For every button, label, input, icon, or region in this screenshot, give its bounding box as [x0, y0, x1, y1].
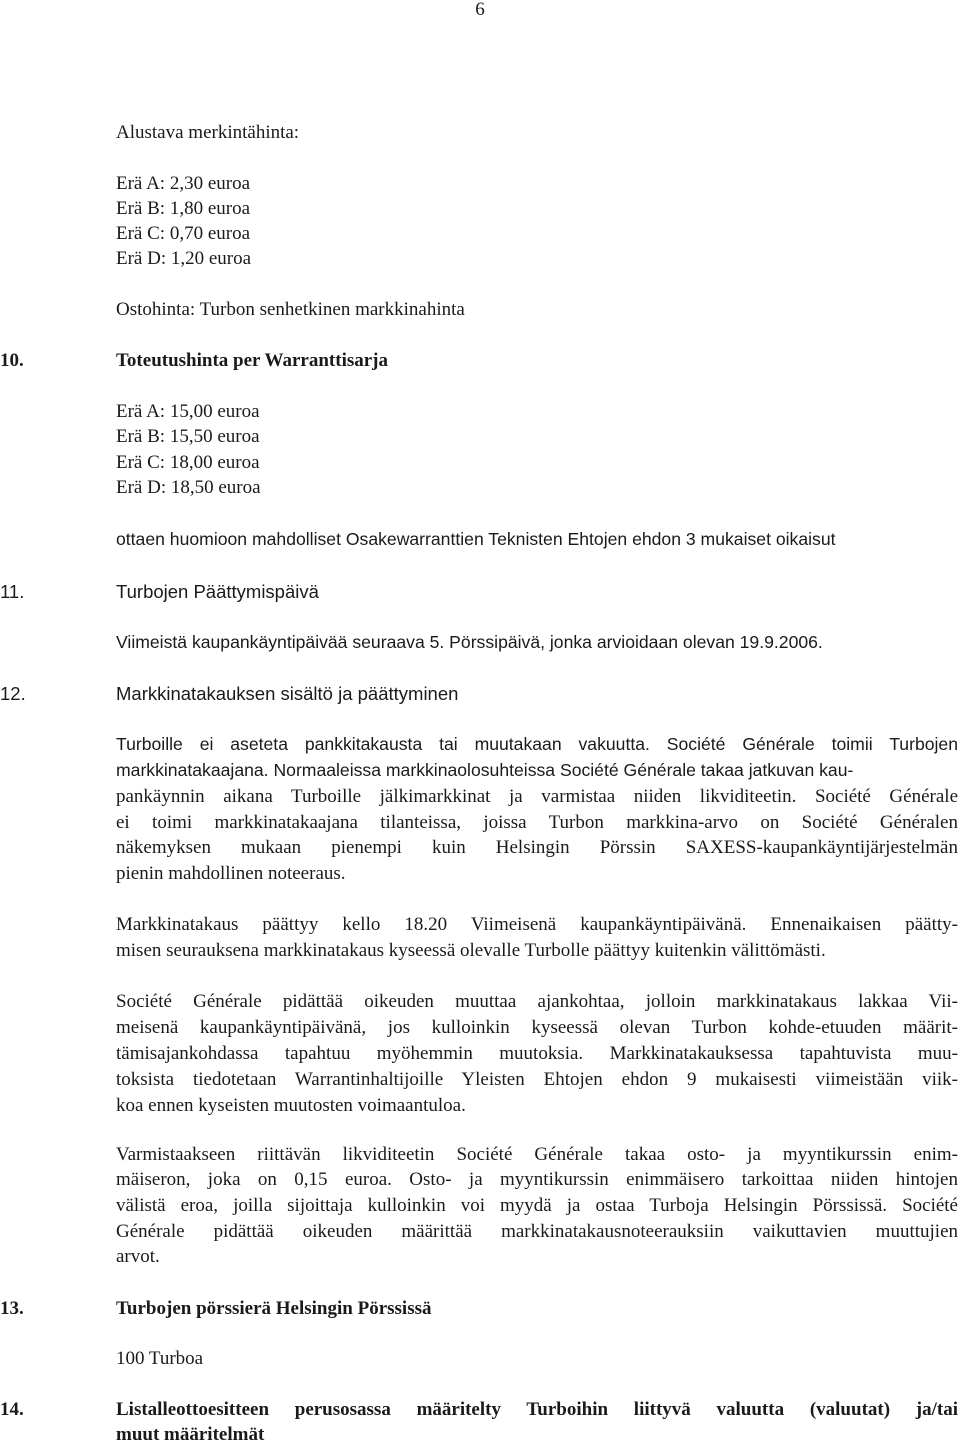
subscription-price-b: Erä B: 1,80 euroa — [116, 198, 251, 219]
paragraph-line: misen seurauksena markkinatakaus kyseessä olevalle Turbolle päättyy kuitenkin välittömästi. — [116, 940, 826, 961]
subscription-price-c: Erä C: 0,70 euroa — [116, 223, 251, 244]
section-12-number: 12. — [0, 683, 26, 704]
paragraph-line: Société Générale pidättää oikeuden muuttaa ajankohtaa, jolloin markkinatakaus lakkaa Vii- — [116, 991, 958, 1012]
subscription-price-d: Erä D: 1,20 euroa — [116, 248, 252, 269]
section-10-number: 10. — [0, 350, 24, 371]
section-12-title: Markkinatakauksen sisältö ja päättyminen — [116, 683, 459, 704]
section-11-number: 11. — [0, 581, 25, 602]
expiry-date-text: Viimeistä kaupankäyntipäivää seuraava 5. Pörssipäivä, jonka arvioidaan olevan 19.9.2006. — [116, 632, 823, 652]
paragraph-line: pienin mahdollinen noteeraus. — [116, 863, 346, 884]
paragraph-line: Générale pidättää oikeuden määrittää markkinatakausnoteerauksiin vaikuttavien muuttujien — [116, 1221, 958, 1242]
preliminary-subscription-heading: Alustava merkintähinta: — [116, 122, 300, 143]
paragraph-line: toksista tiedotetaan Warrantinhaltijoille Yleisten Ehtojen ehdon 9 mukaisesti viimeistään viik- — [116, 1069, 958, 1090]
lot-size: 100 Turboa — [116, 1348, 204, 1369]
paragraph-line: Markkinatakaus päättyy kello 18.20 Viimeisenä kaupankäyntipäivänä. Ennenaikaisen päätty- — [116, 914, 958, 935]
exercise-price-a: Erä A: 15,00 euroa — [116, 401, 260, 422]
exercise-price-c: Erä C: 18,00 euroa — [116, 452, 260, 473]
paragraph-line: tämisajankohdassa tapahtuu myöhemmin muutoksia. Markkinatakauksessa tapahtuvista muu- — [116, 1043, 958, 1064]
paragraph-line: ei toimi markkinatakaajana tilanteissa, joissa Turbon markkina-arvo on Société Généralen — [116, 812, 958, 833]
exercise-price-b: Erä B: 15,50 euroa — [116, 426, 260, 447]
purchase-price: Ostohinta: Turbon senhetkinen markkinahinta — [116, 299, 465, 320]
paragraph-line: pankäynnin aikana Turboille jälkimarkkinat ja varmistaa niiden likviditeetin. Société Générale — [116, 786, 958, 807]
section-13-title: Turbojen pörssierä Helsingin Pörssissä — [116, 1298, 432, 1319]
paragraph-line: arvot. — [116, 1246, 160, 1267]
section-11-title: Turbojen Päättymispäivä — [116, 581, 319, 602]
subscription-price-a: Erä A: 2,30 euroa — [116, 173, 251, 194]
paragraph-line: mäiseron, joka on 0,15 euroa. Osto- ja myyntikurssin enimmäisero tarkoittaa niiden hintojen — [116, 1169, 958, 1190]
section-14-title-line-1: Listalleottoesitteen perusosassa määritelty Turboihin liittyvä valuutta (valuutat) ja/tai — [116, 1399, 958, 1420]
section-14-number: 14. — [0, 1399, 24, 1420]
section-10-title: Toteutushinta per Warranttisarja — [116, 350, 389, 371]
paragraph-line: Varmistaakseen riittävän likviditeetin Société Générale takaa osto- ja myyntikurssin enim- — [116, 1144, 958, 1165]
page-number: 6 — [475, 0, 485, 20]
paragraph-line: meisenä kaupankäyntipäivänä, jos kulloinkin kyseessä olevan Turbon kohde-etuuden määrit- — [116, 1017, 958, 1038]
section-13-number: 13. — [0, 1298, 24, 1319]
section-14-title-line-2: muut määritelmät — [116, 1424, 265, 1445]
paragraph-line: Turboille ei aseteta pankkitakausta tai muutakaan vakuutta. Société Générale toimii Turbojen — [116, 734, 958, 754]
adjustment-note: ottaen huomioon mahdolliset Osakewarranttien Teknisten Ehtojen ehdon 3 mukaiset oikaisut — [116, 529, 836, 549]
paragraph-line: koa ennen kyseisten muutosten voimaantuloa. — [116, 1095, 466, 1116]
paragraph-line: markkinatakaajana. Normaaleissa markkinaolosuhteissa Société Générale takaa jatkuvan kau- — [116, 760, 854, 780]
paragraph-line: välistä eroa, joilla sijoittaja kulloinkin voi myydä ja ostaa Turboja Helsingin Pörssissä. Société — [116, 1195, 958, 1216]
paragraph-line: näkemyksen mukaan pienempi kuin Helsingin Pörssin SAXESS-kaupankäyntijärjestelmän — [116, 837, 958, 858]
exercise-price-d: Erä D: 18,50 euroa — [116, 477, 261, 498]
